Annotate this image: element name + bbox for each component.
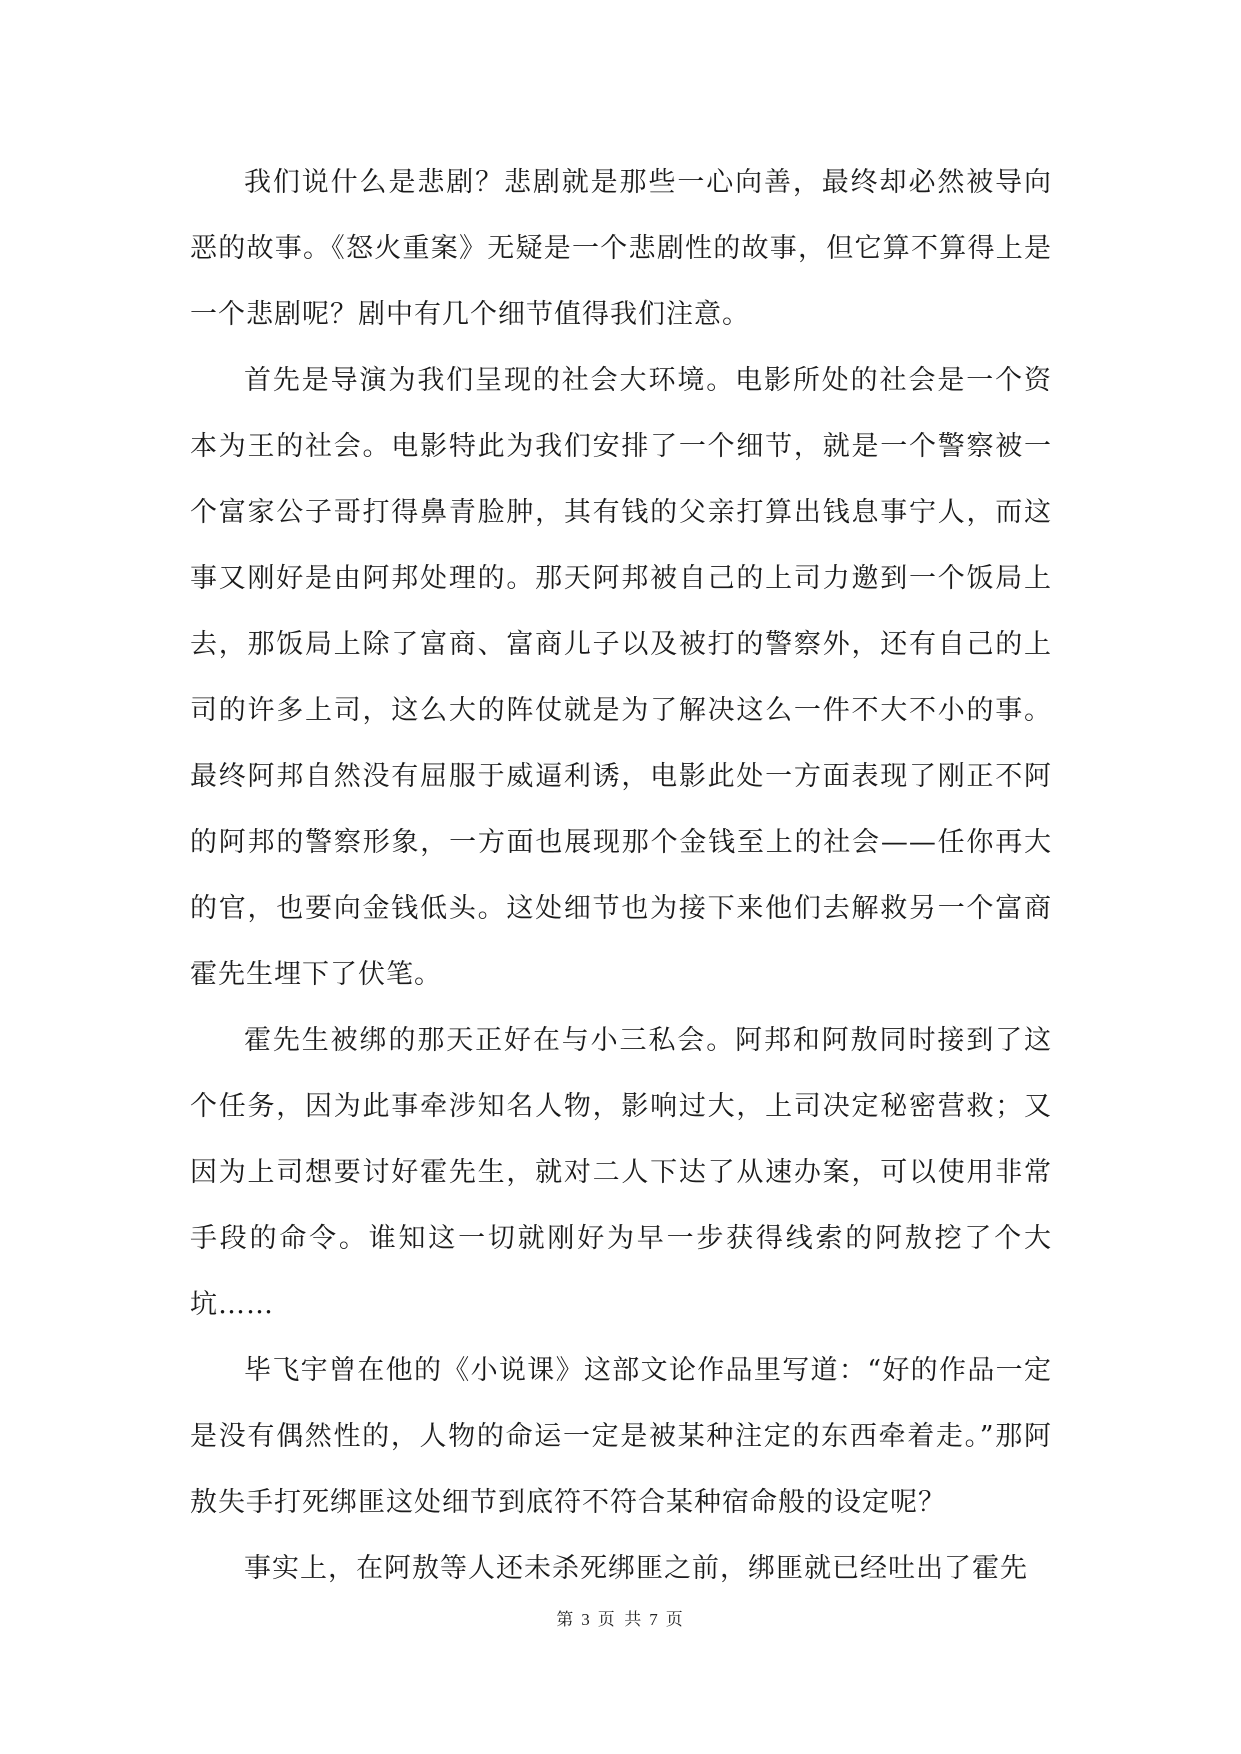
body-text [190,150,1052,1602]
paragraph-2: 首先是导演为我们呈现的社会大环境。电影所处的社会是一个资本为王的社会。电影特此为我们安排了一个细节，就是一个警察被一个富家公子哥打得鼻青脸肿，其有钱的父亲打算出钱息事宁人，而这事又刚好是由阿邦处理的。那天阿邦被自己的上司力邀到一个饭局上去，那饭局上除了富商、富商儿子以及被打的警察外，还有自己的上司的许多上司，这么大的阵仗就是为了解决这么一件不大不小的事。最终阿邦自然没有屈服于威逼利诱，电影此处一方面表现了刚正不阿的阿邦的警察形象，一方面也展现那个金钱至上的社会——任你再大的官，也要向金钱低头。这处细节也为接下来他们去解救另一个富商霍先生埋下了伏笔。 [190,365,1052,990]
footer-middle: 页 共 [597,1610,644,1630]
page-footer [0,1605,1241,1630]
paragraph-1: 我们说什么是悲剧？悲剧就是那些一心向善，最终却必然被导向恶的故事。《怒火重案》无疑是一个悲剧性的故事，但它算不算得上是一个悲剧呢？剧中有几个细节值得我们注意。 [190,167,1052,330]
footer-prefix: 第 [556,1610,576,1630]
paragraph-3: 霍先生被绑的那天正好在与小三私会。阿邦和阿敖同时接到了这个任务，因为此事牵涉知名人物，影响过大，上司决定秘密营救；又因为上司想要讨好霍先生，就对二人下达了从速办案，可以使用非常手段的命令。谁知这一切就刚好为早一步获得线索的阿敖挖了个大坑…… [190,1025,1052,1320]
paragraph-5: 事实上，在阿敖等人还未杀死绑匪之前，绑匪就已经吐出了霍先 [244,1553,1028,1584]
footer-suffix: 页 [665,1610,685,1630]
paragraph-4: 毕飞宇曾在他的《小说课》这部文论作品里写道：“好的作品一定是没有偶然性的，人物的命运一定是被某种注定的东西牵着走。”那阿敖失手打死绑匪这处细节到底符不符合某种宿命般的设定呢？ [190,1355,1052,1518]
current-page-number: 3 [581,1610,592,1629]
total-page-number: 7 [649,1610,660,1629]
